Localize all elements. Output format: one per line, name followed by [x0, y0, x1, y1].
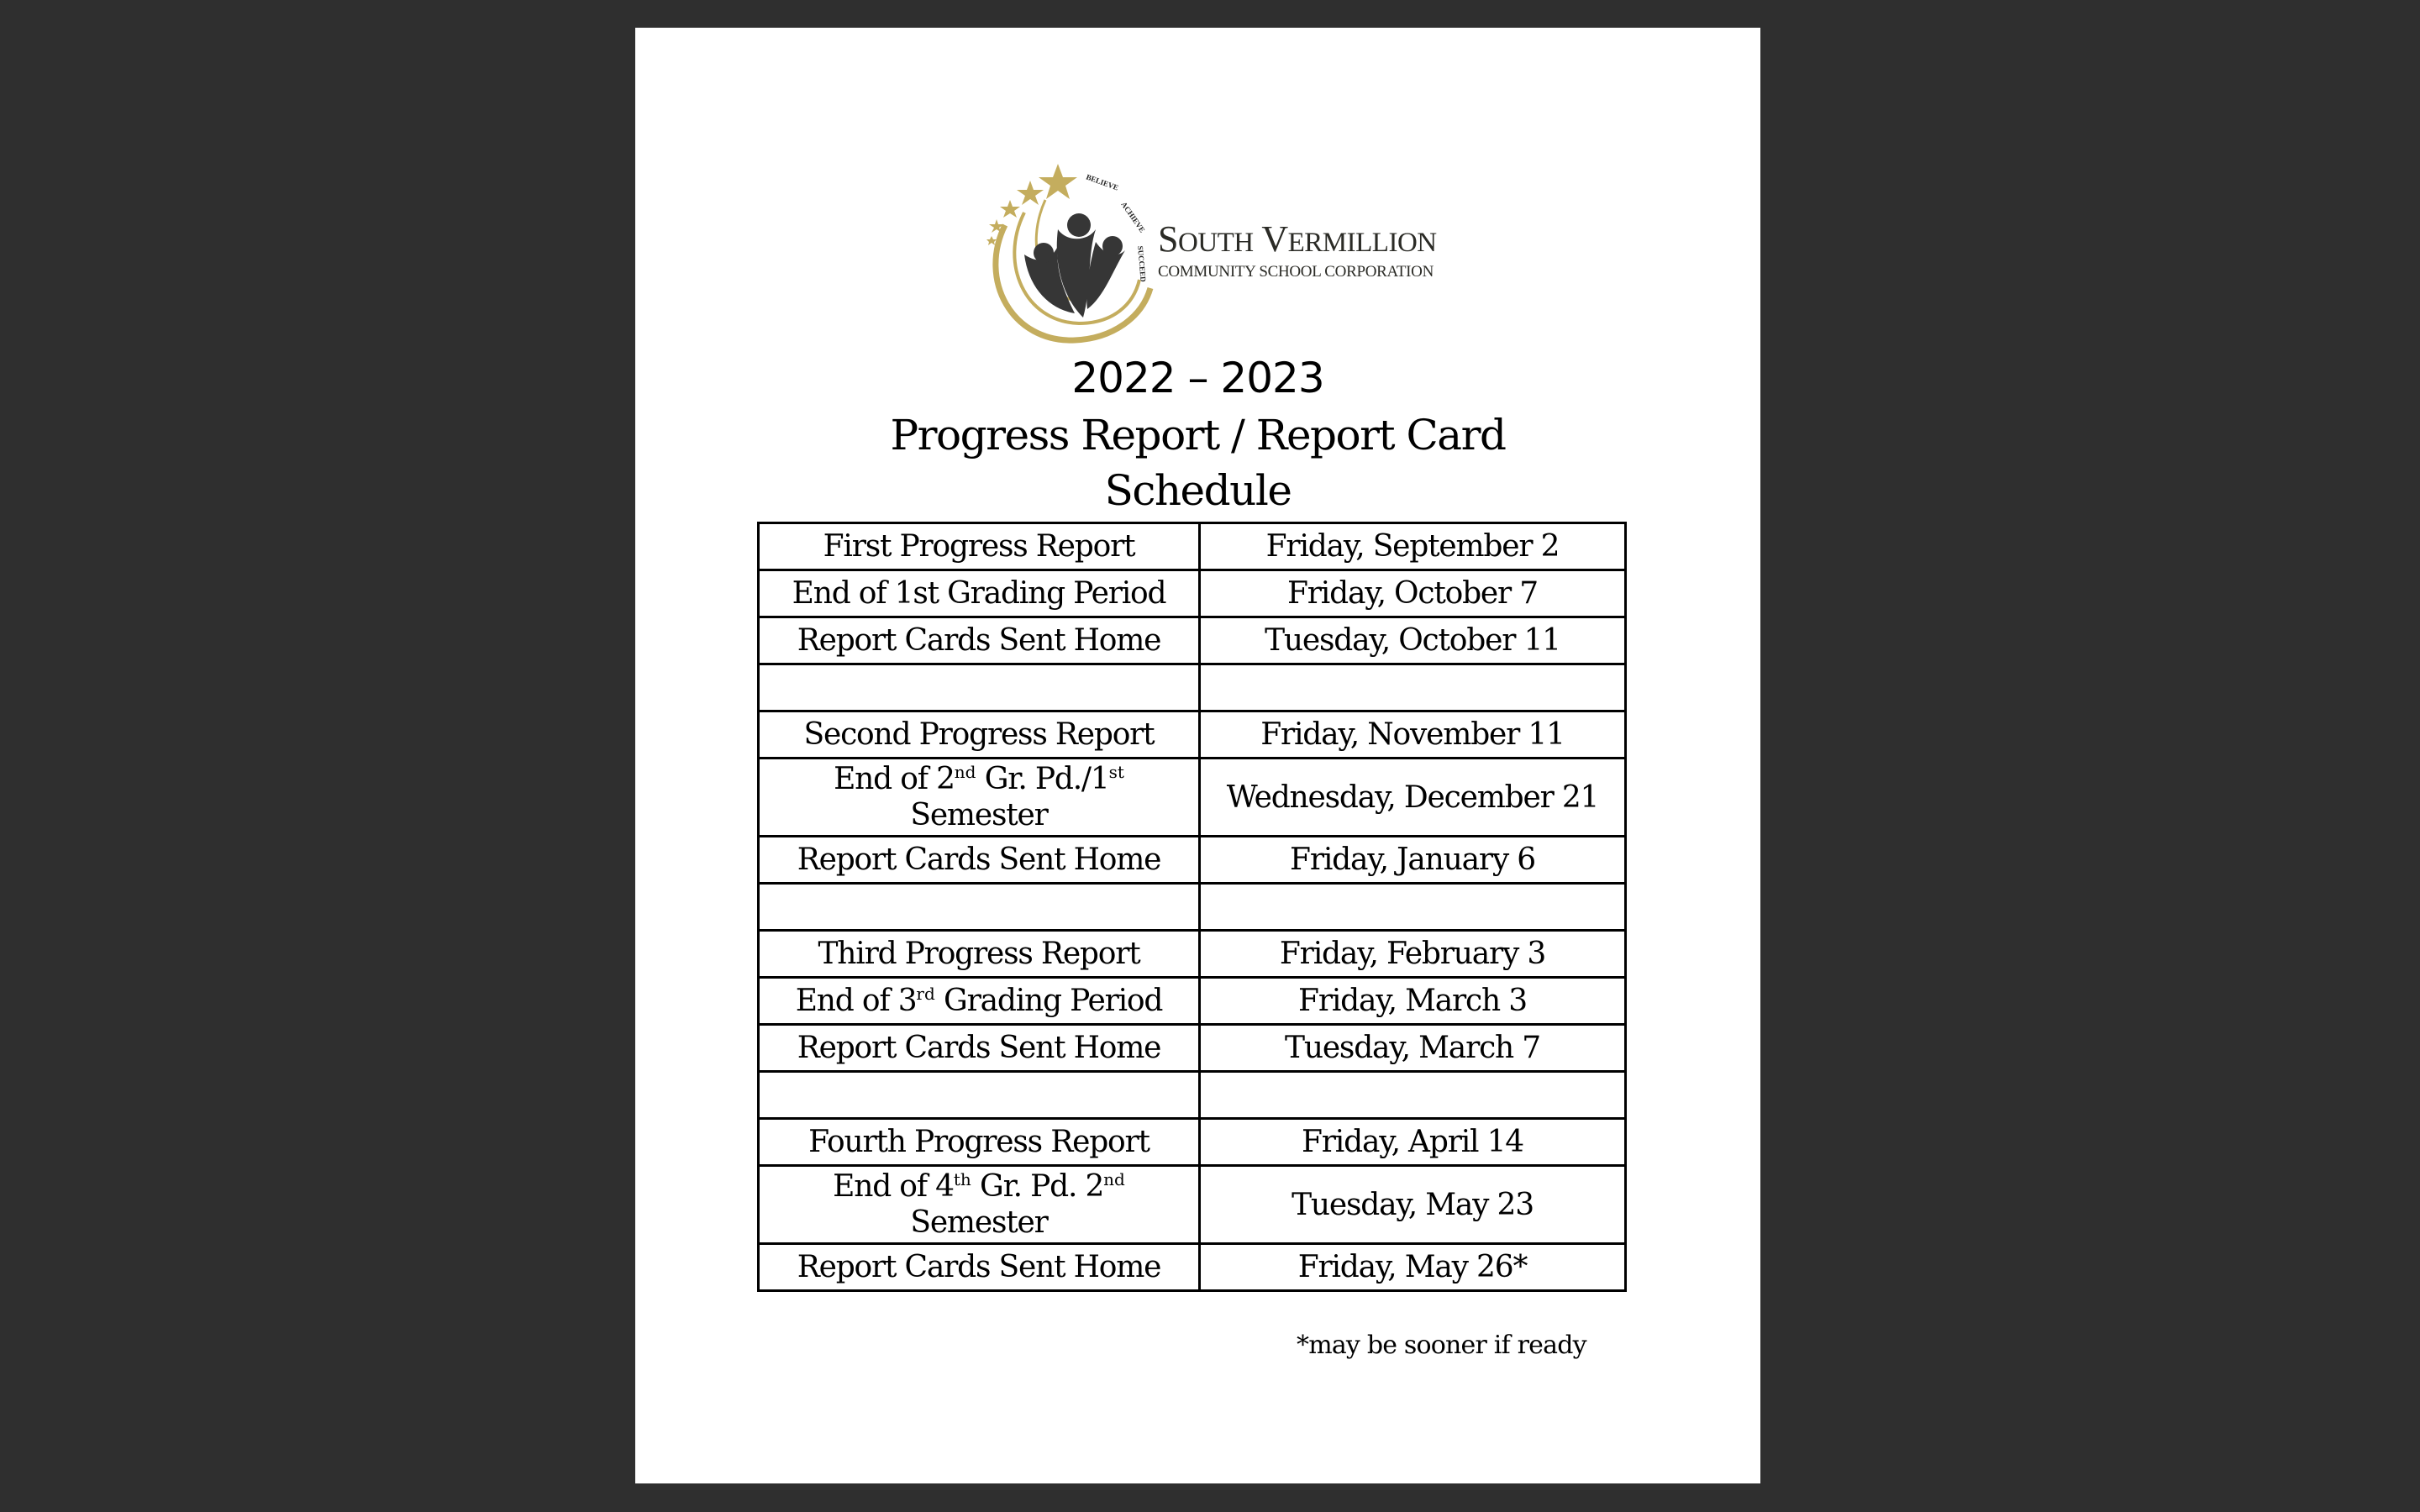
date-cell: Friday, January 6 — [1200, 837, 1626, 884]
event-cell: Report Cards Sent Home — [759, 1244, 1200, 1291]
table-row — [759, 978, 1626, 1025]
event-cell: Fourth Progress Report — [759, 1119, 1200, 1166]
date-cell: Tuesday, October 11 — [1200, 617, 1626, 664]
date-cell: Friday, November 11 — [1200, 711, 1626, 759]
document-page — [635, 28, 1760, 1483]
date-cell — [1200, 664, 1626, 711]
table-row — [759, 570, 1626, 617]
table-row-spacer — [759, 664, 1626, 711]
date-cell: Friday, February 3 — [1200, 931, 1626, 978]
date-cell: Tuesday, March 7 — [1200, 1025, 1626, 1072]
event-cell: Report Cards Sent Home — [759, 837, 1200, 884]
event-cell: End of 4th Gr. Pd. 2nd Semester — [759, 1166, 1200, 1244]
event-cell: Report Cards Sent Home — [759, 1025, 1200, 1072]
event-cell: Third Progress Report — [759, 931, 1200, 978]
table-row — [759, 1244, 1626, 1291]
event-cell: Second Progress Report — [759, 711, 1200, 759]
school-subtitle: COMMUNITY SCHOOL CORPORATION — [1158, 263, 1434, 281]
event-cell: End of 1st Grading Period — [759, 570, 1200, 617]
table-row — [759, 523, 1626, 570]
logo-wordmark — [1158, 219, 1437, 281]
date-cell: Friday, March 3 — [1200, 978, 1626, 1025]
table-row — [759, 837, 1626, 884]
school-name: SOUTH VERMILLION — [1158, 218, 1437, 260]
date-cell: Friday, April 14 — [1200, 1119, 1626, 1166]
footnote: *may be sooner if ready — [1297, 1331, 1586, 1360]
table-row — [759, 1025, 1626, 1072]
event-cell — [759, 1072, 1200, 1119]
school-year: 2022 – 2023 — [1071, 354, 1324, 402]
date-cell: Friday, May 26* — [1200, 1244, 1626, 1291]
date-cell: Wednesday, December 21 — [1200, 759, 1626, 837]
date-cell — [1200, 884, 1626, 931]
date-cell: Friday, October 7 — [1200, 570, 1626, 617]
table-row-spacer — [759, 1072, 1626, 1119]
title-line-1: Progress Report / Report Card — [890, 411, 1506, 459]
date-cell: Friday, September 2 — [1200, 523, 1626, 570]
logo-emblem-icon — [978, 162, 1171, 347]
svg-text:ACHIEVE: ACHIEVE — [1119, 200, 1147, 234]
table-row — [759, 931, 1626, 978]
svg-text:SUCCEED: SUCCEED — [1136, 245, 1148, 283]
date-cell — [1200, 1072, 1626, 1119]
table-row — [759, 1166, 1626, 1244]
event-cell: First Progress Report — [759, 523, 1200, 570]
table-row — [759, 711, 1626, 759]
event-cell — [759, 884, 1200, 931]
event-cell: End of 2nd Gr. Pd./1st Semester — [759, 759, 1200, 837]
table-row-spacer — [759, 884, 1626, 931]
event-cell: End of 3rd Grading Period — [759, 978, 1200, 1025]
schedule-table — [757, 522, 1627, 1292]
table-row — [759, 1119, 1626, 1166]
table-row — [759, 759, 1626, 837]
event-cell: Report Cards Sent Home — [759, 617, 1200, 664]
svg-text:BELIEVE: BELIEVE — [1085, 172, 1120, 192]
title-line-2: Schedule — [1104, 466, 1292, 515]
table-row — [759, 617, 1626, 664]
date-cell: Tuesday, May 23 — [1200, 1166, 1626, 1244]
school-logo — [978, 162, 1437, 347]
page-title — [635, 407, 1760, 518]
event-cell — [759, 664, 1200, 711]
